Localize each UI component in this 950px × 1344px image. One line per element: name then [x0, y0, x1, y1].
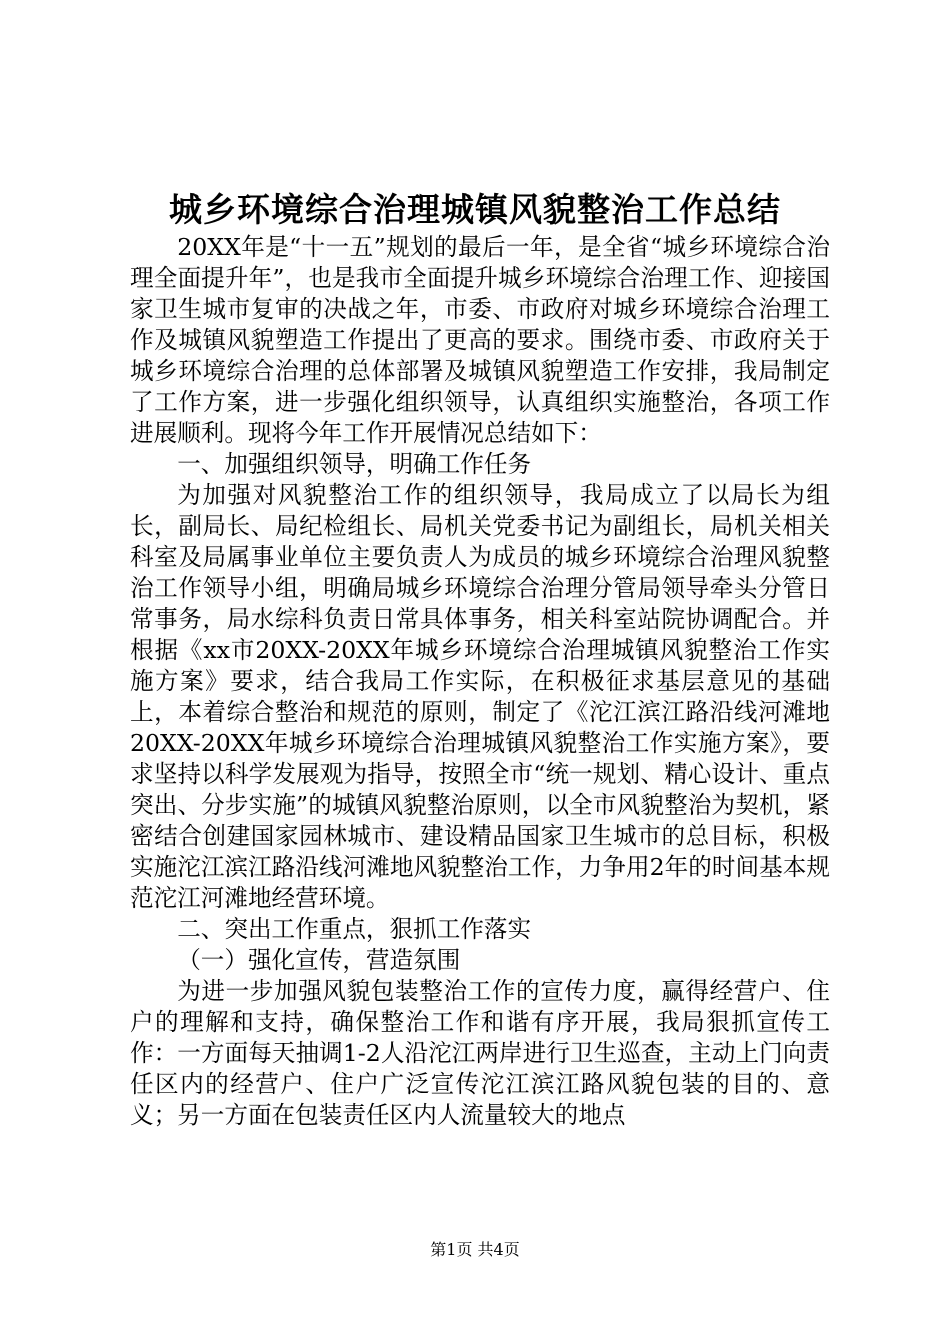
subsection-1-paragraph: 为进一步加强风貌包装整治工作的宣传力度，赢得经营户、住户的理解和支持，确保整治工作和谐有序开展，我局狠抓宣传工作：一方面每天抽调1-2人沿沱江两岸进行卫生巡查，主动上门向责任区内的经营户、住户广泛宣传沱江滨江路风貌包装的目的、意义；另一方面在包装责任区内人流量较大的地点	[130, 977, 830, 1129]
section-1-paragraph: 为加强对风貌整治工作的组织领导，我局成立了以局长为组长，副局长、局纪检组长、局机关党委书记为副组长，局机关相关科室及局属事业单位主要负责人为成员的城乡环境综合治理风貌整治工作领导小组，明确局城乡环境综合治理分管局领导牵头分管日常事务，局水综科负责日常具体事务，相关科室站院协调配合。并根据《xx市20XX-20XX年城乡环境综合治理城镇风貌整治工作实施方案》要求，结合我局工作实际，在积极征求基层意见的基础上，本着综合整治和规范的原则，制定了《沱江滨江路沿线河滩地20XX-20XX年城乡环境综合治理城镇风貌整治工作实施方案》，要求坚持以科学发展观为指导，按照全市“统一规划、精心设计、重点突出、分步实施”的城镇风貌整治原则，以全市风貌整治为契机，紧密结合创建国家园林城市、建设精品国家卫生城市的总目标，积极实施沱江滨江路沿线河滩地风貌整治工作，力争用2年的时间基本规范沱江河滩地经营环境。	[130, 481, 830, 912]
document-body	[130, 232, 830, 1131]
section-heading-1: 一、加强组织领导，明确工作任务	[177, 450, 532, 478]
subsection-heading-1: （一）强化宣传，营造氛围	[177, 946, 461, 974]
page-number: 第1页 共4页	[430, 1240, 520, 1259]
document-title: 城乡环境综合治理城镇风貌整治工作总结	[169, 190, 781, 229]
section-heading-2: 二、突出工作重点，狠抓工作落实	[177, 915, 532, 943]
intro-paragraph: 20XX年是“十一五”规划的最后一年，是全省“城乡环境综合治理全面提升年”，也是我市全面提升城乡环境综合治理工作、迎接国家卫生城市复审的决战之年，市委、市政府对城乡环境综合治理工作及城镇风貌塑造工作提出了更高的要求。围绕市委、市政府关于城乡环境综合治理的总体部署及城镇风貌塑造工作安排，我局制定了工作方案，进一步强化组织领导，认真组织实施整治，各项工作进展顺利。现将今年工作开展情况总结如下：	[130, 233, 830, 447]
